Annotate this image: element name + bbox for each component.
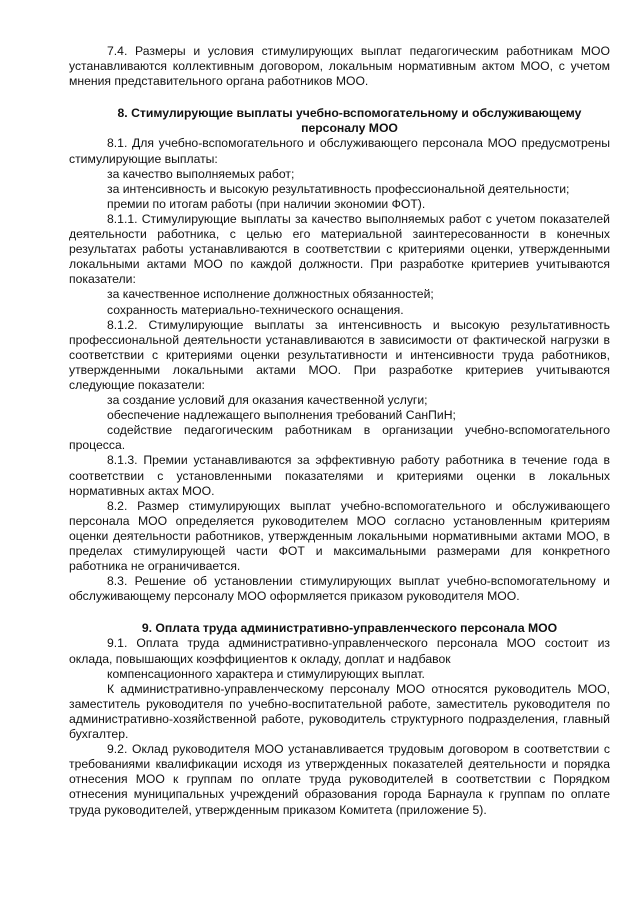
paragraph-8-1-3: 8.1.3. Премии устанавливаются за эффективную работу работника в течение года в соответствии с установленными показателями и критериями оценки в локальных нормативных актах МОО. (69, 453, 610, 498)
paragraph-9-2: 9.2. Оклад руководителя МОО устанавливается трудовым договором в соответствии с требованиями квалификации исходя из утвержденных показателей деятельности и порядка отнесения МОО к группам по оплате труда руководителей в соответствии с Порядком отнесения муниципальных учреждений образования города Барнаула к группам по оплате труда руководителей, утвержденным приказом Комитета (приложение 5). (69, 742, 610, 817)
paragraph-8-2: 8.2. Размер стимулирующих выплат учебно-вспомогательного и обслуживающего персонала МОО определяется руководителем МОО согласно установленным критериям оценки деятельности работников, утвержденным локальными нормативными актами МОО, в пределах стимулирующей части ФОТ и максимальными размерами для конкретного работника не ограничивается. (69, 498, 610, 574)
list-item: обеспечение надлежащего выполнения требований СанПиН; (107, 408, 456, 423)
section-9-heading: 9. Оплата труда административно-управленческого персонала МОО (141, 621, 558, 636)
section-8-heading: 8. Стимулирующие выплаты учебно-вспомогательному и обслуживающему персоналу МОО (117, 106, 582, 136)
paragraph-9-1: 9.1. Оплата труда административно-управленческого персонала МОО состоит из оклада, повышающих коэффициентов к окладу, доплат и надбавок (69, 636, 610, 666)
list-item: за качество выполняемых работ; (107, 166, 295, 181)
list-item: за интенсивность и высокую результативность профессиональной деятельности; (107, 181, 570, 196)
paragraph-8-1: 8.1. Для учебно-вспомогательного и обслуживающего персонала МОО предусмотрены стимулирующие выплаты: (69, 136, 610, 166)
list-item: за создание условий для оказания качественной услуги; (107, 393, 428, 408)
list-item: за качественное исполнение должностных обязанностей; (107, 287, 434, 302)
list-item: премии по итогам работы (при наличии экономии ФОТ). (107, 196, 426, 211)
paragraph-8-3: 8.3. Решение об установлении стимулирующих выплат учебно-вспомогательному и обслуживающему персоналу МОО оформляется приказом руководителя МОО. (69, 574, 610, 604)
paragraph-7-4: 7.4. Размеры и условия стимулирующих выплат педагогическим работникам МОО устанавливаются коллективным договором, локальным нормативным актом МОО, с учетом мнения представительного органа работников МОО. (69, 44, 610, 89)
paragraph-8-1-2: 8.1.2. Стимулирующие выплаты за интенсивность и высокую результативность профессиональной деятельности устанавливаются в зависимости от фактической нагрузки в соответствии с критериями оценки результативности и интенсивности труда работников, утвержденными локальными актами МОО. При разработке критериев учитываются следующие показатели: (69, 317, 610, 392)
paragraph-9-1-continuation: компенсационного характера и стимулирующих выплат. (107, 666, 425, 681)
paragraph-9-1-staff: К административно-управленческому персоналу МОО относятся руководитель МОО, заместитель руководителя по учебно-воспитательной работе, заместитель руководителя по административно-хозяйственной работе, руководитель структурного подразделения, главный бухгалтер. (69, 681, 610, 742)
list-item: содействие педагогическим работникам в организации учебно-вспомогательного процесса. (69, 423, 610, 453)
list-item: сохранность материально-технического оснащения. (107, 302, 404, 317)
paragraph-8-1-1: 8.1.1. Стимулирующие выплаты за качество выполняемых работ с учетом показателей деятельности работника, с целью его материальной заинтересованности в конечных результатах работы устанавливаются в соответствии с критериями оценки, утвержденными локальными актами МОО по каждой должности. При разработке критериев учитываются показатели: (69, 211, 610, 287)
